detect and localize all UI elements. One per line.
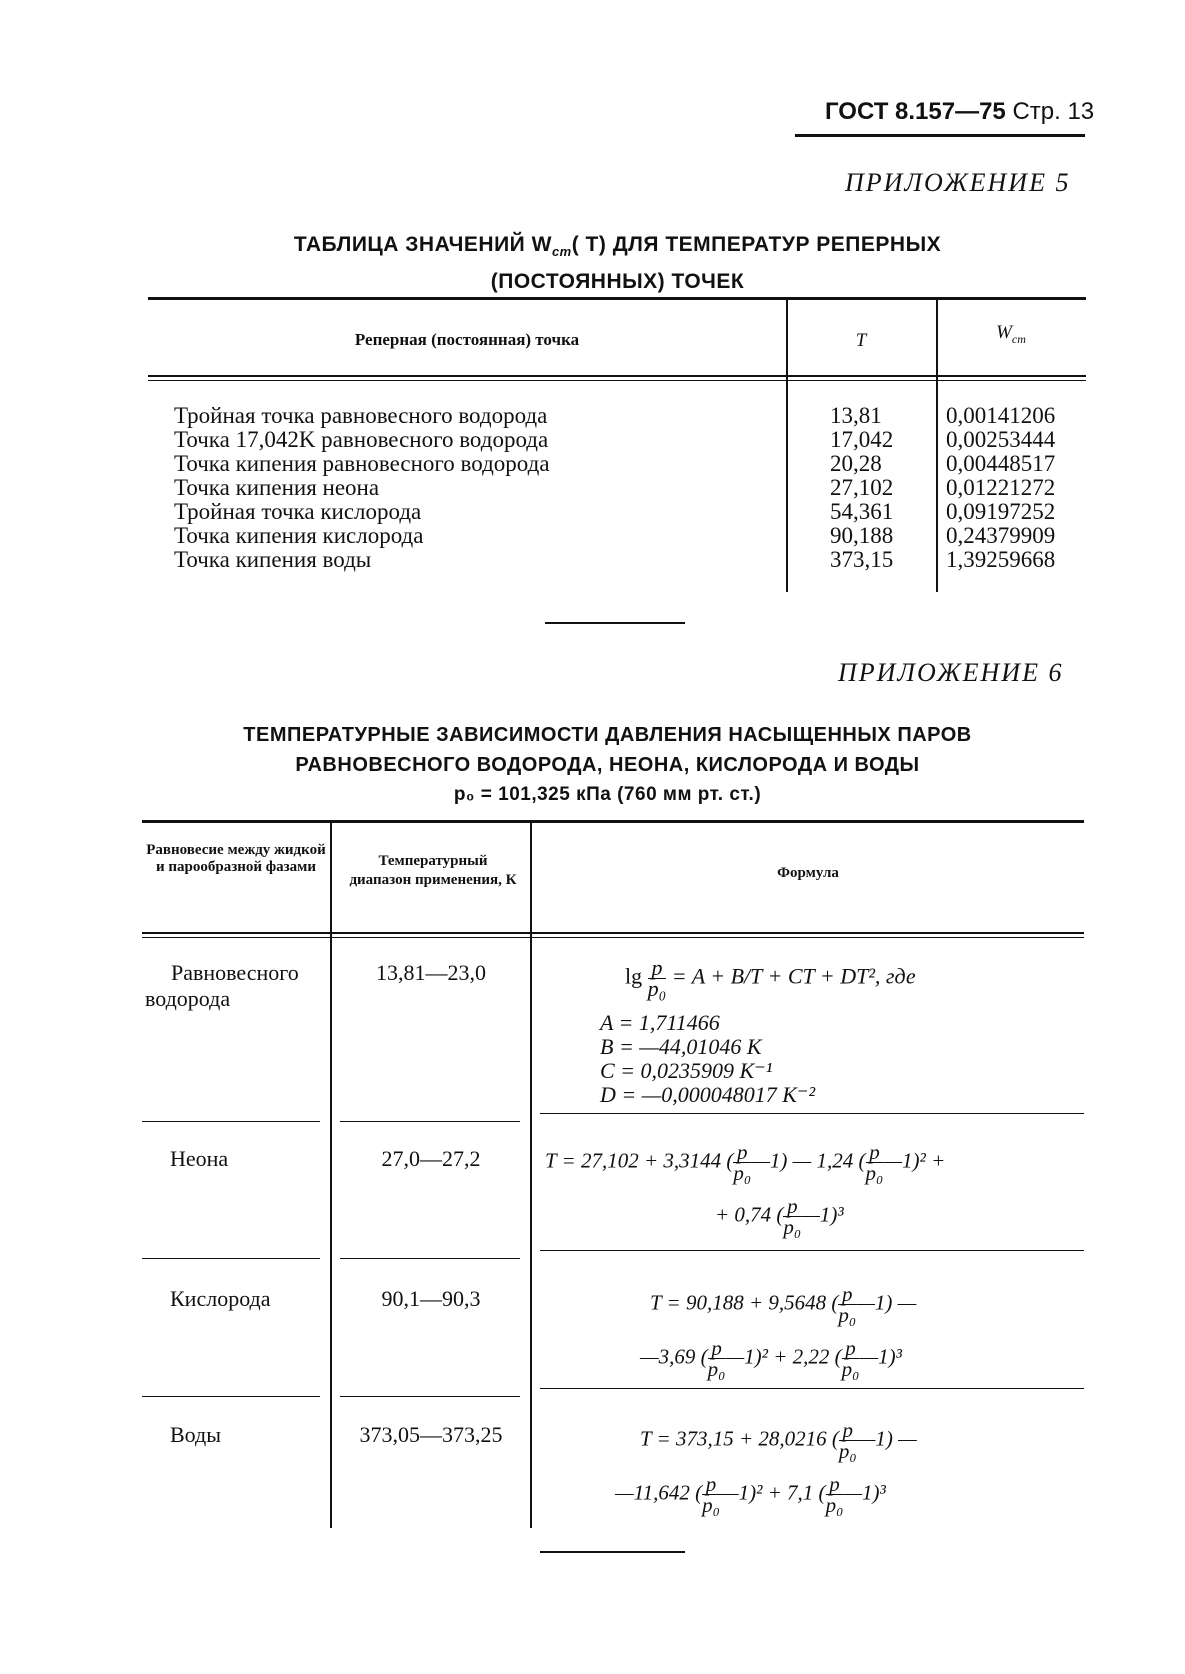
- pressure-ratio: [783, 1196, 801, 1237]
- formula-part: T = 373,15 + 28,0216 (: [640, 1426, 839, 1451]
- col-header-w-sub: ст: [1011, 331, 1026, 346]
- row-point: Точка 17,042K равновесного водорода: [174, 427, 549, 452]
- formula-part: —1) —: [856, 1290, 917, 1315]
- pressure-ratio: [866, 1142, 884, 1183]
- pressure-ratio: [708, 1338, 726, 1379]
- row-w: 0,00253444: [946, 427, 1056, 452]
- formula-rhs: = A + B/T + CT + DT², где: [671, 963, 916, 989]
- frac-num: p: [648, 958, 667, 979]
- appendix5-title-part1: ТАБЛИЦА ЗНАЧЕНИЙ W: [293, 233, 552, 256]
- coef-c: C = 0,0235909 К⁻¹: [600, 1058, 773, 1083]
- row-w: 0,00141206: [946, 403, 1056, 428]
- formula-water-line1: [640, 1420, 917, 1461]
- table1-head-rule-1: [148, 375, 1086, 377]
- row-t: 20,28: [830, 451, 882, 476]
- phase-line1: Равновесного: [171, 960, 299, 985]
- coef-b: B = —44,01046 К: [600, 1034, 762, 1059]
- row-t: 27,102: [830, 475, 894, 500]
- frac-den: p₀: [647, 976, 667, 1001]
- frac-num: p: [842, 1338, 860, 1359]
- coef-d: D = —0,000048017 К⁻²: [600, 1082, 816, 1107]
- footer-divider: [540, 1551, 685, 1553]
- pressure-ratio: [733, 1142, 751, 1183]
- row-point: Точка кипения равновесного водорода: [174, 451, 550, 476]
- formula-part: —1)² +: [883, 1148, 946, 1173]
- gost-number: ГОСТ 8.157—75: [825, 98, 1006, 125]
- formula-neon-line2: [715, 1196, 844, 1237]
- table2-top-rule: [142, 820, 1084, 823]
- row-w: 0,00448517: [946, 451, 1056, 476]
- range-water: 373,05—373,25: [359, 1422, 503, 1447]
- formula-part: T = 27,102 + 3,3144 (: [545, 1148, 734, 1173]
- frac-num: p: [826, 1474, 844, 1495]
- col-header-t: T: [855, 330, 867, 351]
- table2-row-rule: [142, 1396, 320, 1397]
- formula-oxygen-line2: [640, 1338, 902, 1379]
- section-divider: [545, 622, 685, 624]
- col-header-w-main: W: [996, 322, 1012, 343]
- formula-part: —1)² + 2,22 (: [725, 1344, 842, 1369]
- pressure-ratio: [647, 955, 667, 1001]
- formula-part: —1)² + 7,1 (: [719, 1480, 826, 1505]
- appendix6-title-line3: p₀ = 101,325 кПа (760 мм рт. ст.): [453, 784, 762, 805]
- phase-hydrogen: [145, 960, 299, 1012]
- appendix6-title-line2: РАВНОВЕСНОГО ВОДОРОДА, НЕОНА, КИСЛОРОДА И ВОДЫ: [295, 754, 920, 776]
- coef-a: A = 1,711466: [600, 1010, 720, 1035]
- formula-part: —11,642 (: [615, 1480, 703, 1505]
- formula-part: —1)³: [859, 1344, 902, 1369]
- row-t: 373,15: [830, 547, 894, 572]
- frac-den: p₀: [733, 1161, 752, 1185]
- phase-oxygen: Кислорода: [170, 1286, 271, 1311]
- row-w: 0,24379909: [946, 523, 1056, 548]
- lg-prefix: lg: [625, 963, 643, 989]
- appendix5-title: [150, 230, 1085, 297]
- page-number: Стр. 13: [1012, 98, 1095, 125]
- frac-num: p: [702, 1474, 720, 1495]
- table2-row-rule: [540, 1250, 1084, 1251]
- formula-hydrogen: [625, 955, 916, 1001]
- table2-row-rule: [340, 1258, 520, 1259]
- row-point: Точка кипения кислорода: [174, 523, 424, 548]
- frac-num: p: [733, 1142, 751, 1163]
- table2-row-rule: [142, 1258, 320, 1259]
- row-t: 54,361: [830, 499, 894, 524]
- frac-num: p: [866, 1142, 884, 1163]
- frac-num: p: [708, 1338, 726, 1359]
- row-w: 0,01221272: [946, 475, 1056, 500]
- formula-part: —1) —: [856, 1426, 917, 1451]
- frac-den: p₀: [707, 1357, 726, 1381]
- phase-water: Воды: [170, 1422, 222, 1447]
- row-w: 1,39259668: [946, 547, 1056, 572]
- pressure-ratio: [842, 1338, 860, 1379]
- table2-head-rule-1: [142, 932, 1084, 934]
- frac-den: p₀: [838, 1439, 857, 1463]
- appendix6-label: ПРИЛОЖЕНИЕ 6: [838, 658, 1064, 687]
- row-point: Точка кипения неона: [174, 475, 380, 500]
- appendix6-title-line1: ТЕМПЕРАТУРНЫЕ ЗАВИСИМОСТИ ДАВЛЕНИЯ НАСЫЩЕННЫХ ПАРОВ: [243, 724, 972, 746]
- table2-row-rule: [540, 1113, 1084, 1114]
- table1-top-rule: [148, 297, 1086, 300]
- formula-part: —3,69 (: [640, 1344, 708, 1369]
- pressure-ratio: [839, 1420, 857, 1461]
- frac-den: p₀: [865, 1161, 884, 1185]
- frac-num: p: [839, 1420, 857, 1441]
- header-rule: [795, 134, 1085, 137]
- frac-den: p₀: [783, 1215, 802, 1239]
- frac-num: p: [838, 1284, 856, 1305]
- table1-head-rule-2: [148, 380, 1086, 381]
- phase-line2: водорода: [145, 986, 231, 1011]
- frac-den: p₀: [838, 1303, 857, 1327]
- range-oxygen: 90,1—90,3: [381, 1286, 481, 1311]
- col-header-w: [936, 322, 1086, 347]
- table2-row-rule: [340, 1396, 520, 1397]
- table2-head-rule-2: [142, 937, 1084, 938]
- frac-den: p₀: [841, 1357, 860, 1381]
- row-point: Тройная точка равновесного водорода: [174, 403, 548, 428]
- page-header: [825, 98, 1094, 126]
- appendix6-title: [140, 720, 1075, 810]
- appendix5-title-line2: (ПОСТОЯННЫХ) ТОЧЕК: [490, 270, 745, 294]
- col-header-formula: Формула: [777, 865, 839, 881]
- formula-part: —1)³: [801, 1202, 844, 1227]
- table2-row-rule: [142, 1121, 320, 1122]
- row-t: 13,81: [830, 403, 882, 428]
- appendix5-title-sub: ст: [551, 244, 572, 260]
- formula-part: —1) — 1,24 (: [751, 1148, 866, 1173]
- row-point: Тройная точка кислорода: [174, 499, 422, 524]
- frac-den: p₀: [702, 1493, 720, 1517]
- col-header-phase: Равновесие между жидкой и парообразной фазами: [146, 842, 326, 875]
- frac-den: p₀: [825, 1493, 844, 1517]
- formula-part: T = 90,188 + 9,5648 (: [650, 1290, 839, 1315]
- formula-neon-line1: [545, 1142, 945, 1183]
- range-hydrogen: 13,81—23,0: [376, 960, 486, 985]
- row-t: 17,042: [830, 427, 894, 452]
- appendix5-label: ПРИЛОЖЕНИЕ 5: [845, 168, 1071, 197]
- pressure-ratio: [702, 1474, 720, 1515]
- table2-row-rule: [540, 1388, 1084, 1389]
- formula-part: + 0,74 (: [715, 1202, 784, 1227]
- formula-oxygen-line1: [650, 1284, 916, 1325]
- formula-part: —1)³: [843, 1480, 886, 1505]
- pressure-ratio: [826, 1474, 844, 1515]
- table2-vline-2: [530, 823, 532, 1528]
- formula-water-line2: [615, 1474, 886, 1515]
- phase-neon: Неона: [170, 1146, 229, 1171]
- table2-row-rule: [340, 1121, 520, 1122]
- row-t: 90,188: [830, 523, 894, 548]
- col-header-point: Реперная (постоянная) точка: [354, 330, 580, 349]
- pressure-ratio: [838, 1284, 856, 1325]
- range-neon: 27,0—27,2: [381, 1146, 481, 1171]
- appendix5-title-part2: ( T) ДЛЯ ТЕМПЕРАТУР РЕПЕРНЫХ: [571, 233, 942, 256]
- col-header-range: Температурный диапазон применения, К: [349, 853, 517, 888]
- row-point: Точка кипения воды: [174, 547, 372, 572]
- row-w: 0,09197252: [946, 499, 1056, 524]
- frac-num: p: [783, 1196, 801, 1217]
